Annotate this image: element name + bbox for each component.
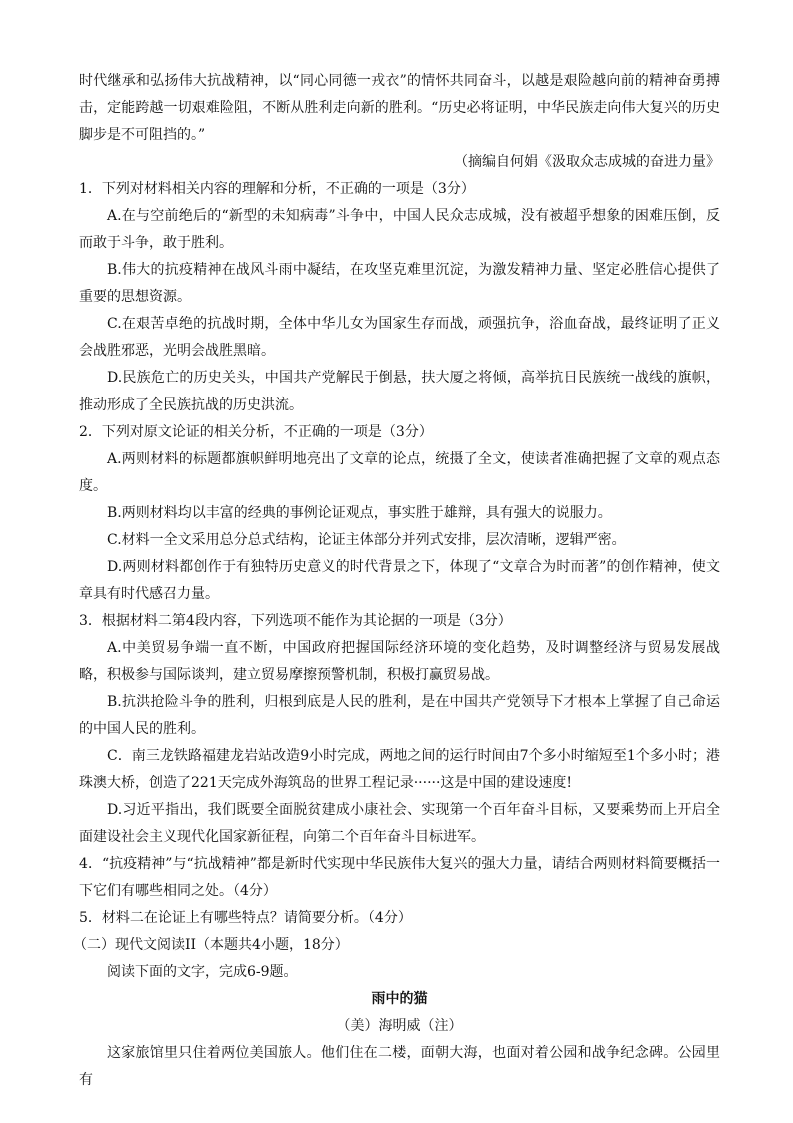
question-1 xyxy=(79,176,720,419)
question-5: 5．材料二在论证上有哪些特点？请简要分析。（4分） xyxy=(79,910,412,926)
option-a: A.两则材料的标题都旗帜鲜明地亮出了文章的论点，统摄了全文，使读者准确把握了文章的观点态度。 xyxy=(79,451,720,494)
reading-instruction: 阅读下面的文字，完成6-9题。 xyxy=(107,964,298,980)
option-d: D.习近平指出，我们既要全面脱贫建成小康社会、实现第一个百年奋斗目标，又要乘势而上开启全面建设社会主义现代化国家新征程，向第二个百年奋斗目标进军。 xyxy=(79,802,720,845)
text-column xyxy=(73,68,720,1094)
question-stem: 2．下列对原文论证的相关分析，不正确的一项是（3分） xyxy=(79,424,433,440)
option-c: C.材料一全文采用总分总式结构，论证主体部分并列式安排，层次清晰，逻辑严密。 xyxy=(107,532,626,548)
option-d: D.民族危亡的历史关头，中国共产党解民于倒悬，扶大厦之将倾，高举抗日民族统一战线的旗帜，推动形成了全民族抗战的历史洪流。 xyxy=(79,370,720,413)
section-heading: （二）现代文阅读II（本题共4小题，18分） xyxy=(73,937,349,953)
story-author: （美）海明威（注） xyxy=(336,1018,463,1034)
question-3 xyxy=(79,608,720,851)
option-b: B.两则材料均以丰富的经典的事例论证观点，事实胜于雄辩，具有强大的说服力。 xyxy=(107,505,612,521)
option-b: B.抗洪抢险斗争的胜利，归根到底是人民的胜利，是在中国共产党领导下才根本上掌握了自己命运的中国人民的胜利。 xyxy=(79,694,720,737)
question-stem: 1．下列对材料相关内容的理解和分析，不正确的一项是（3分） xyxy=(79,181,475,197)
option-c: C．南三龙铁路福建龙岩站改造9小时完成，两地之间的运行时间由7个多小时缩短至1个多小时；港珠澳大桥，创造了221天完成外海筑岛的世界工程记录······这是中国的建设速度! xyxy=(79,748,720,791)
option-d: D.两则材料都创作于有独特历史意义的时代背景之下，体现了“文章合为时而著”的创作精神，使文章具有时代感召力量。 xyxy=(79,559,720,602)
option-b: B.伟大的抗疫精神在战风斗雨中凝结，在攻坚克难里沉淀，为激发精神力量、坚定必胜信心提供了重要的思想资源。 xyxy=(79,262,720,305)
question-2 xyxy=(79,419,720,608)
option-c: C.在艰苦卓绝的抗战时期，全体中华儿女为国家生存而战，顽强抗争，浴血奋战，最终证明了正义会战胜邪恶，光明会战胜黑暗。 xyxy=(79,316,720,359)
option-a: A.在与空前绝后的“新型的未知病毒”斗争中，中国人民众志成城，没有被超乎想象的困难压倒，反而敢于斗争，敢于胜利。 xyxy=(79,208,720,251)
question-4: 4．“抗疫精神”与“抗战精神”都是新时代实现中华民族伟大复兴的强大力量，请结合两则材料简要概括一下它们有哪些相同之处。（4分） xyxy=(79,856,720,899)
story-first-line: 这家旅馆里只住着两位美国旅人。他们住在二楼，面朝大海，也面对着公园和战争纪念碑。公园里有 xyxy=(79,1045,720,1088)
intro-paragraph: 时代继承和弘扬伟大抗战精神，以“同心同德一戎衣”的情怀共同奋斗，以越是艰险越向前的精神奋勇搏击，定能跨越一切艰难险阻，不断从胜利走向新的胜利。“历史必将证明，中华民族走向伟大复兴的历史脚步是不可阻挡的。” xyxy=(79,73,720,143)
question-stem: 3．根据材料二第4段内容，下列选项不能作为其论据的一项是（3分） xyxy=(79,613,512,629)
story-title: 雨中的猫 xyxy=(371,991,428,1007)
option-a: A.中美贸易争端一直不断，中国政府把握国际经济环境的变化趋势，及时调整经济与贸易发展战略，积极参与国际谈判，建立贸易摩擦预警机制，积极打赢贸易战。 xyxy=(79,640,720,683)
source-note: （摘编自何娟《汲取众志成城的奋进力量》 xyxy=(454,154,720,170)
